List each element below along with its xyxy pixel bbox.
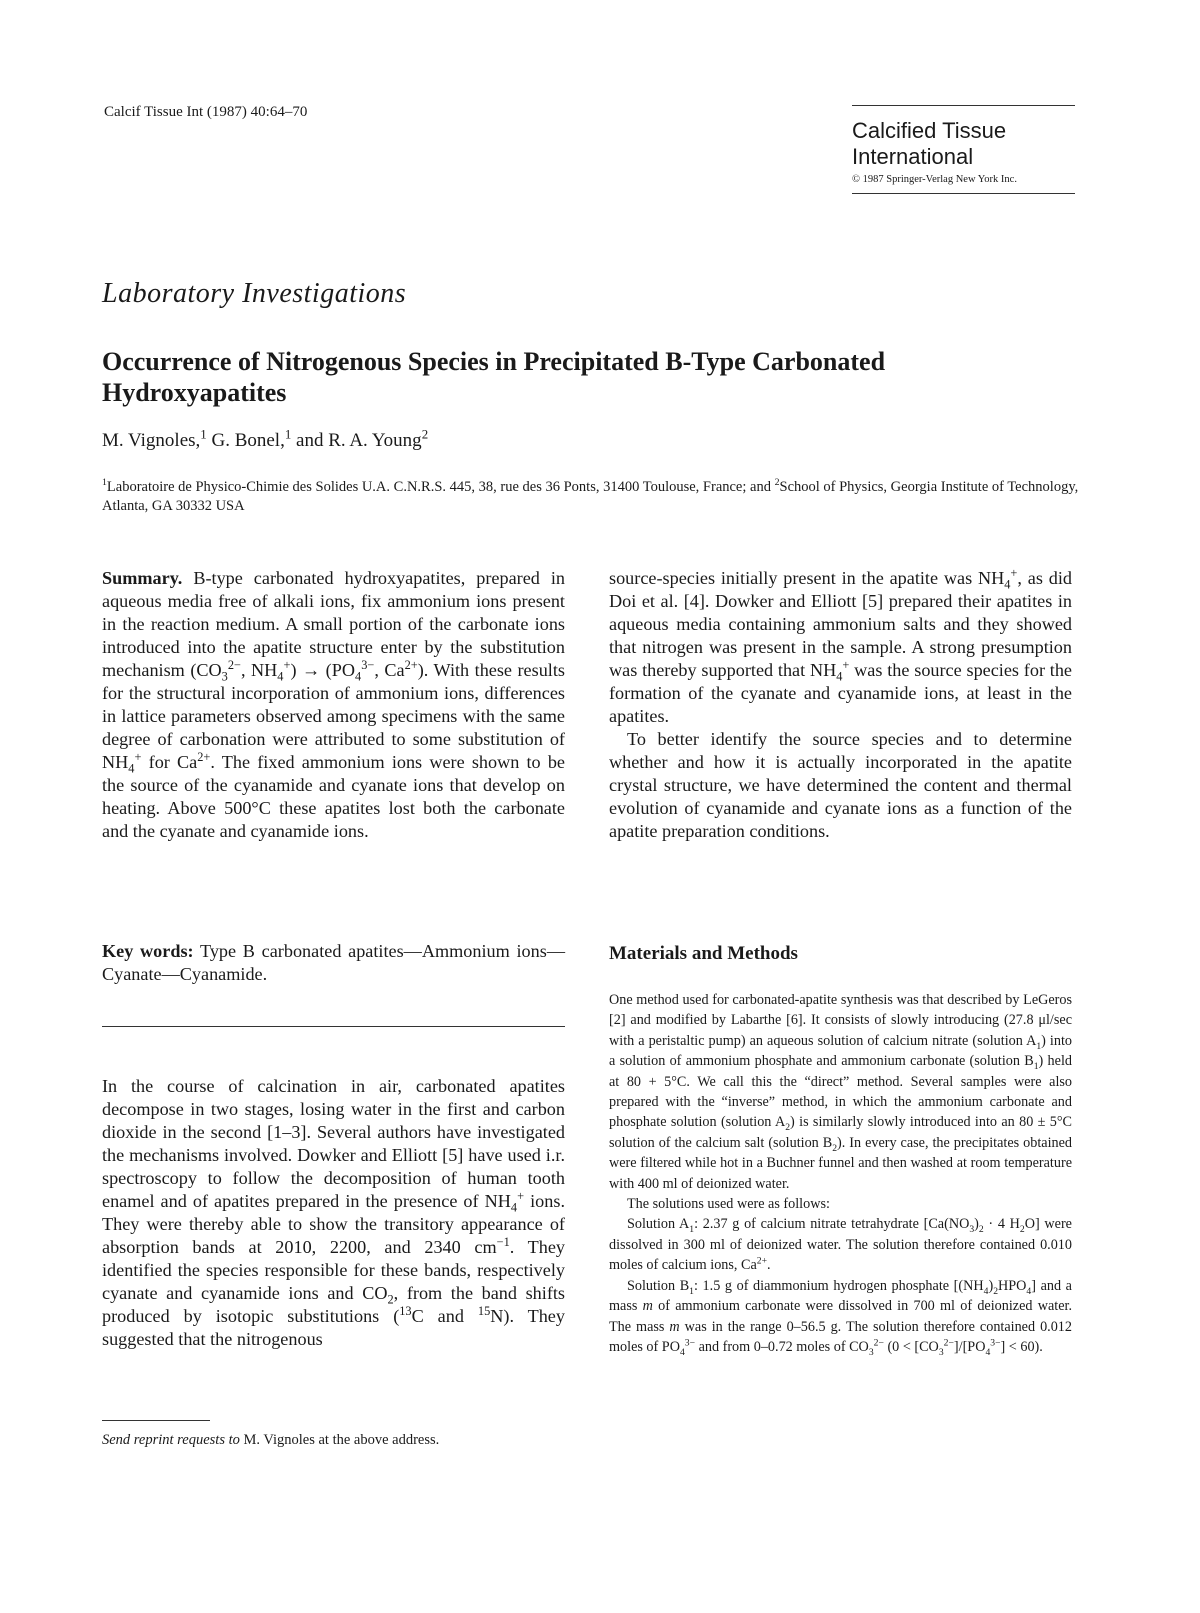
subscript: 1 [1033, 1061, 1039, 1073]
summary-text: ) → (PO [290, 660, 355, 680]
introduction-paragraph [102, 1075, 565, 1351]
mass-symbol: m [669, 1318, 680, 1335]
author-list [102, 426, 429, 452]
article-title: Occurrence of Nitrogenous Species in Precipitated B-Type Carbonated Hydroxyapatites [102, 347, 886, 407]
journal-name-line2: International [852, 144, 974, 169]
affiliation-mark: 1 [200, 426, 207, 442]
subscript: 1 [1036, 1040, 1042, 1052]
journal-name-line1: Calcified Tissue [852, 118, 1007, 143]
superscript: 2+ [404, 657, 418, 672]
superscript: 2− [943, 1337, 954, 1349]
methods-span: ) [988, 1277, 994, 1294]
subscript: 3 [221, 669, 228, 684]
footnote-italic: Send reprint requests to [102, 1432, 240, 1448]
superscript: + [517, 1188, 525, 1203]
methods-span: ) is similarly slowly introduced into an 80 ± 5°C solution of the calcium salt (solution B [609, 1114, 1073, 1151]
superscript: 13 [399, 1303, 412, 1318]
subscript: 1 [689, 1224, 695, 1236]
methods-paragraph-1 [609, 990, 1072, 1194]
methods-span: ] and a mass [609, 1277, 1072, 1315]
intro-text: source-species initially present in the apatite was NH [609, 568, 1005, 588]
subscript: 4 [128, 761, 135, 776]
author-2: G. Bonel, [211, 430, 285, 451]
superscript: 15 [477, 1303, 491, 1318]
superscript: 3− [684, 1337, 696, 1349]
methods-span: Solution B [627, 1277, 690, 1294]
subscript: 4 [1004, 577, 1011, 592]
methods-span: . [767, 1257, 771, 1274]
superscript: 3− [361, 657, 375, 672]
methods-span: · 4 H [983, 1216, 1020, 1233]
affiliation-mark: 1 [284, 426, 292, 442]
affiliation-mark: 2 [774, 477, 780, 489]
superscript: 2− [227, 657, 241, 672]
methods-span: ) [974, 1216, 979, 1233]
methods-span: and from 0–0.72 moles of CO [695, 1338, 869, 1355]
summary-text: , Ca [374, 660, 405, 680]
section-label: Laboratory Investigations [102, 278, 407, 309]
intro-text: was the source species for the formation of the cyanate and cyanamide ions, at least in the apatites. [609, 660, 1072, 726]
subscript: 3 [969, 1224, 975, 1236]
methods-span: : 2.37 g of calcium nitrate tetrahydrate [Ca(NO [694, 1216, 970, 1233]
affiliation-mark: 2 [421, 426, 429, 442]
methods-span: ]/[PO [953, 1338, 986, 1355]
superscript: + [1010, 565, 1018, 580]
methods-span: ) held at 80 + 5°C. We call this the “direct” method. Several samples were also prepared with the “inverse” method, in which the ammonium carbonate and phosphate solution (solution A [609, 1053, 1072, 1131]
subscript: 2 [785, 1122, 791, 1134]
subscript: 4 [679, 1346, 685, 1358]
subscript: 4 [985, 1346, 991, 1358]
journal-citation: Calcif Tissue Int (1987) 40:64–70 [104, 104, 308, 120]
journal-masthead [852, 105, 1075, 194]
author-1: M. Vignoles, [102, 430, 201, 451]
methods-paragraph-3 [609, 1214, 1072, 1275]
intro-text: , as did Doi et al. [4]. Dowker and Elliott [5] prepared their apatites in aqueous media containing ammonium salts and they showed that nitrogen was present in the sample. A strong presumption was thereby supported that NH [609, 568, 1072, 680]
affiliations [102, 478, 1082, 516]
keywords-label: Key words: [102, 941, 194, 961]
subscript: 4 [277, 669, 284, 684]
intro-text: N). They suggested that the nitrogenous [102, 1306, 565, 1349]
methods-span: ] < 60). [1000, 1338, 1043, 1355]
summary-text: , NH [240, 660, 278, 680]
methods-span: : 1.5 g of diammonium hydrogen phosphate [(NH [694, 1277, 984, 1294]
methods-span: O] were dissolved in 300 ml of deionized water. The solution therefore contained 0.010 moles of calcium ions, Ca [609, 1216, 1072, 1274]
copyright-line: © 1987 Springer-Verlag New York Inc. [852, 174, 1017, 185]
methods-span: of ammonium carbonate were dissolved in 700 ml of deionized water. The mass [609, 1298, 1073, 1335]
methods-paragraph-2: The solutions used were as follows: [627, 1196, 830, 1213]
subscript: 2 [387, 1292, 394, 1307]
superscript: + [134, 749, 142, 764]
affiliation-2: School of Physics, Georgia Institute of Technology, Atlanta, GA 30332 USA [102, 479, 1079, 514]
methods-span: Solution A [627, 1216, 690, 1233]
intro-text: ions. They were thereby able to show the transitory appearance of absorption bands at 2010, 2200, and 2340 cm [102, 1191, 565, 1257]
intro-text: C and [411, 1306, 478, 1326]
subscript: 3 [938, 1346, 944, 1358]
superscript: + [283, 657, 291, 672]
subscript: 2 [1019, 1224, 1025, 1236]
subscript: 2 [978, 1224, 984, 1236]
intro-paragraph-2: To better identify the source species and to determine whether and how it is actually incorporated in the apatite crystal structure, we have determined the content and thermal evolution of cyanamide and cyanate ions as a function of the apatite preparation conditions. [609, 729, 1072, 841]
subscript: 3 [868, 1346, 874, 1358]
intro-text: , from the band shifts produced by isotopic substitutions ( [102, 1283, 566, 1326]
methods-span: was in the range 0–56.5 g. The solution therefore contained 0.012 moles of PO [609, 1318, 1072, 1355]
keywords-paragraph [102, 940, 565, 986]
footnote-divider [102, 1420, 210, 1421]
superscript: 2− [873, 1337, 884, 1349]
methods-paragraph-4 [609, 1276, 1072, 1358]
summary-text: ). With these results for the structural incorporation of ammonium ions, differences in lattice parameters observed among specimens with the same degree of carbonation were attributed to some substitution of NH [102, 660, 565, 772]
subscript: 4 [983, 1285, 989, 1297]
intro-paragraph-1 [609, 567, 1072, 728]
author-3: and R. A. Young [296, 430, 422, 451]
superscript: 2+ [756, 1255, 768, 1267]
subscript: 4 [510, 1200, 518, 1215]
methods-span: One method used for carbonated-apatite synthesis was that described by LeGeros [2] and modified by Labarthe [6]. It consists of slowly introducing (27.8 μl/sec with a peristaltic pump) an aqueous solution of calcium nitrate (solution A [609, 992, 1072, 1049]
intro-text: In the course of calcination in air, carbonated apatites decompose in two stages, losing water in the first and carbon dioxide in the second [1–3]. Several authors have investigated the mechanisms involved. Dowker and Elliott [5] have used i.r. spectroscopy to follow the decomposition of human tooth enamel and of apatites prepared in the presence of NH [102, 1076, 565, 1211]
superscript: 3− [990, 1337, 1001, 1349]
subscript: 4 [836, 669, 843, 684]
footnote-text: M. Vignoles at the above address. [243, 1432, 440, 1448]
intro-text: . They identified the species responsible for these bands, respectively cyanate and cyanamide ions and CO [102, 1237, 565, 1303]
subscript: 4 [355, 669, 362, 684]
methods-span: HPO [998, 1277, 1027, 1294]
section-heading-methods: Materials and Methods [609, 943, 798, 964]
methods-span: ). In every case, the precipitates obtained were filtered while hot in a Buchner funnel and then washed at room temperature with 400 ml of deionized water. [609, 1134, 1072, 1192]
methods-span: (0 < [CO [883, 1338, 939, 1355]
affiliation-mark: 1 [102, 477, 107, 489]
summary-paragraph [102, 567, 565, 843]
introduction-continued [609, 567, 1072, 843]
summary-text: . The fixed ammonium ions were shown to be the source of the cyanamide and cyanate ions that develop on heating. Above 500°C these apatites lost both the carbonate and the cyanate and cyanamide ions. [102, 752, 565, 841]
subscript: 2 [832, 1142, 838, 1154]
superscript: + [842, 657, 850, 672]
subscript: 4 [1026, 1285, 1032, 1297]
summary-label: Summary. [102, 568, 183, 588]
methods-text [609, 990, 1072, 1357]
keywords-text: Type B carbonated apatites—Ammonium ions—Cyanate—Cyanamide. [102, 941, 566, 984]
affiliation-1: Laboratoire de Physico-Chimie des Solides U.A. C.N.R.S. 445, 38, rue des 36 Ponts, 31400 Toulouse, France; and [106, 479, 771, 495]
section-divider [102, 1026, 565, 1027]
footnote [102, 1432, 439, 1449]
superscript: −1 [496, 1234, 510, 1249]
summary-text: B-type carbonated hydroxyapatites, prepared in aqueous media free of alkali ions, fix ammonium ions present in the reaction medium. A small portion of the carbonate ions introduced into the apatite structure enter by the substitution mechanism (CO [102, 568, 566, 680]
summary-text: for Ca [141, 752, 198, 772]
superscript: 2+ [197, 749, 211, 764]
methods-span: ) into a solution of ammonium phosphate and ammonium carbonate (solution B [609, 1032, 1073, 1070]
subscript: 2 [993, 1285, 999, 1297]
subscript: 1 [689, 1285, 694, 1297]
mass-symbol: m [642, 1298, 653, 1315]
